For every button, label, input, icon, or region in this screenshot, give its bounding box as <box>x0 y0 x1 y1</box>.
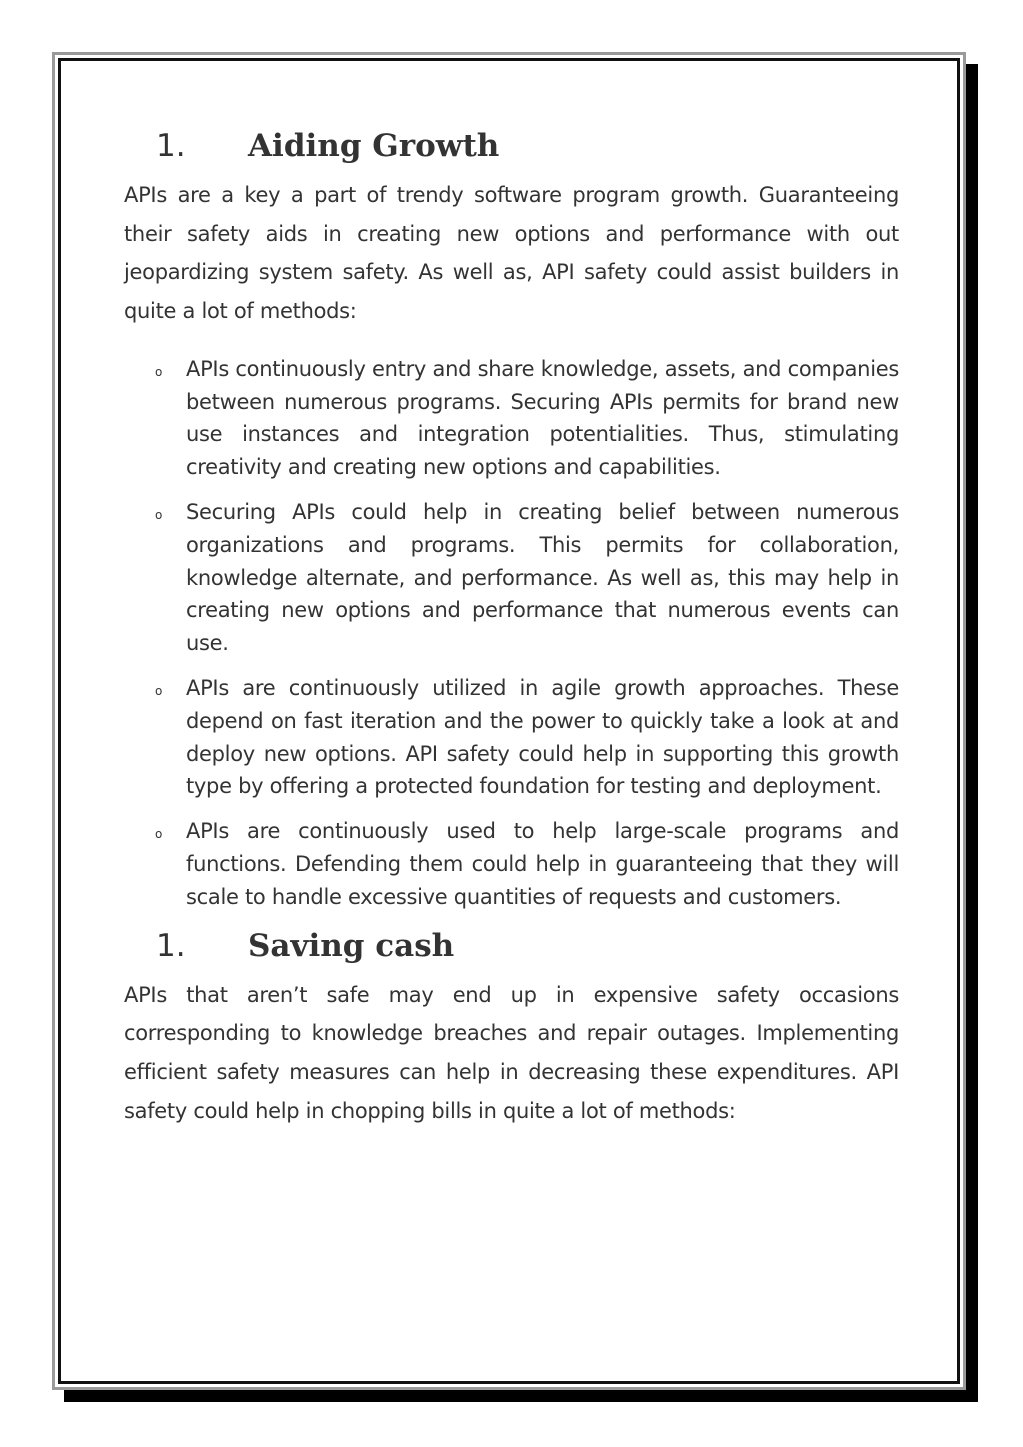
heading-number: 1. <box>156 128 186 164</box>
list-item <box>124 496 899 660</box>
bullet-circle-icon: o <box>155 683 163 698</box>
list-item <box>124 672 899 803</box>
list-item-text: APIs are continuously utilized in agile growth approaches. These depend on fast iteration and the power to quickly take a look at and deploy new options. API safety could help in supporting this growth type by offering a protected foundation for testing and deployment. <box>186 675 899 799</box>
list-item <box>124 815 899 913</box>
bullet-circle-icon: o <box>155 364 163 379</box>
list-item-text: APIs continuously entry and share knowledge, assets, and companies between numerous programs. Securing APIs permits for brand new use instances and integration potentialities. Thus, stimulating creativity and creating new options and capabilities. <box>186 356 899 480</box>
section-aiding-growth <box>124 128 899 914</box>
list-item-text: Securing APIs could help in creating belief between numerous organizations and programs. This permits for collaboration, knowledge alternate, and performance. As well as, this may help in creating new options and performance that numerous events can use. <box>186 500 899 656</box>
bullet-list <box>124 353 899 914</box>
section-heading <box>124 128 899 176</box>
heading-title: Aiding Growth <box>248 128 500 164</box>
bullet-circle-icon: o <box>155 827 163 842</box>
list-item <box>124 353 899 484</box>
section-paragraph: APIs are a key a part of trendy software program growth. Guaranteeing their safety aids in creating new options and performance with out jeopardizing system safety. As well as, API safety could assist builders in quite a lot of methods: <box>124 183 899 324</box>
list-item-text: APIs are continuously used to help large-scale programs and functions. Defending them could help in guaranteeing that they will scale to handle excessive quantities of requests and customers. <box>186 819 899 909</box>
section-heading <box>124 928 899 976</box>
document-content <box>124 128 899 1130</box>
bullet-circle-icon: o <box>155 508 163 522</box>
heading-title: Saving cash <box>248 927 455 964</box>
section-saving-cash <box>124 928 899 1131</box>
section-paragraph: APIs that aren’t safe may end up in expensive safety occasions corresponding to knowledge breaches and repair outages. Implementing efficient safety measures can help in decreasing these expenditures. API safety could help in chopping bills in quite a lot of methods: <box>124 982 899 1123</box>
heading-number: 1. <box>156 927 186 964</box>
